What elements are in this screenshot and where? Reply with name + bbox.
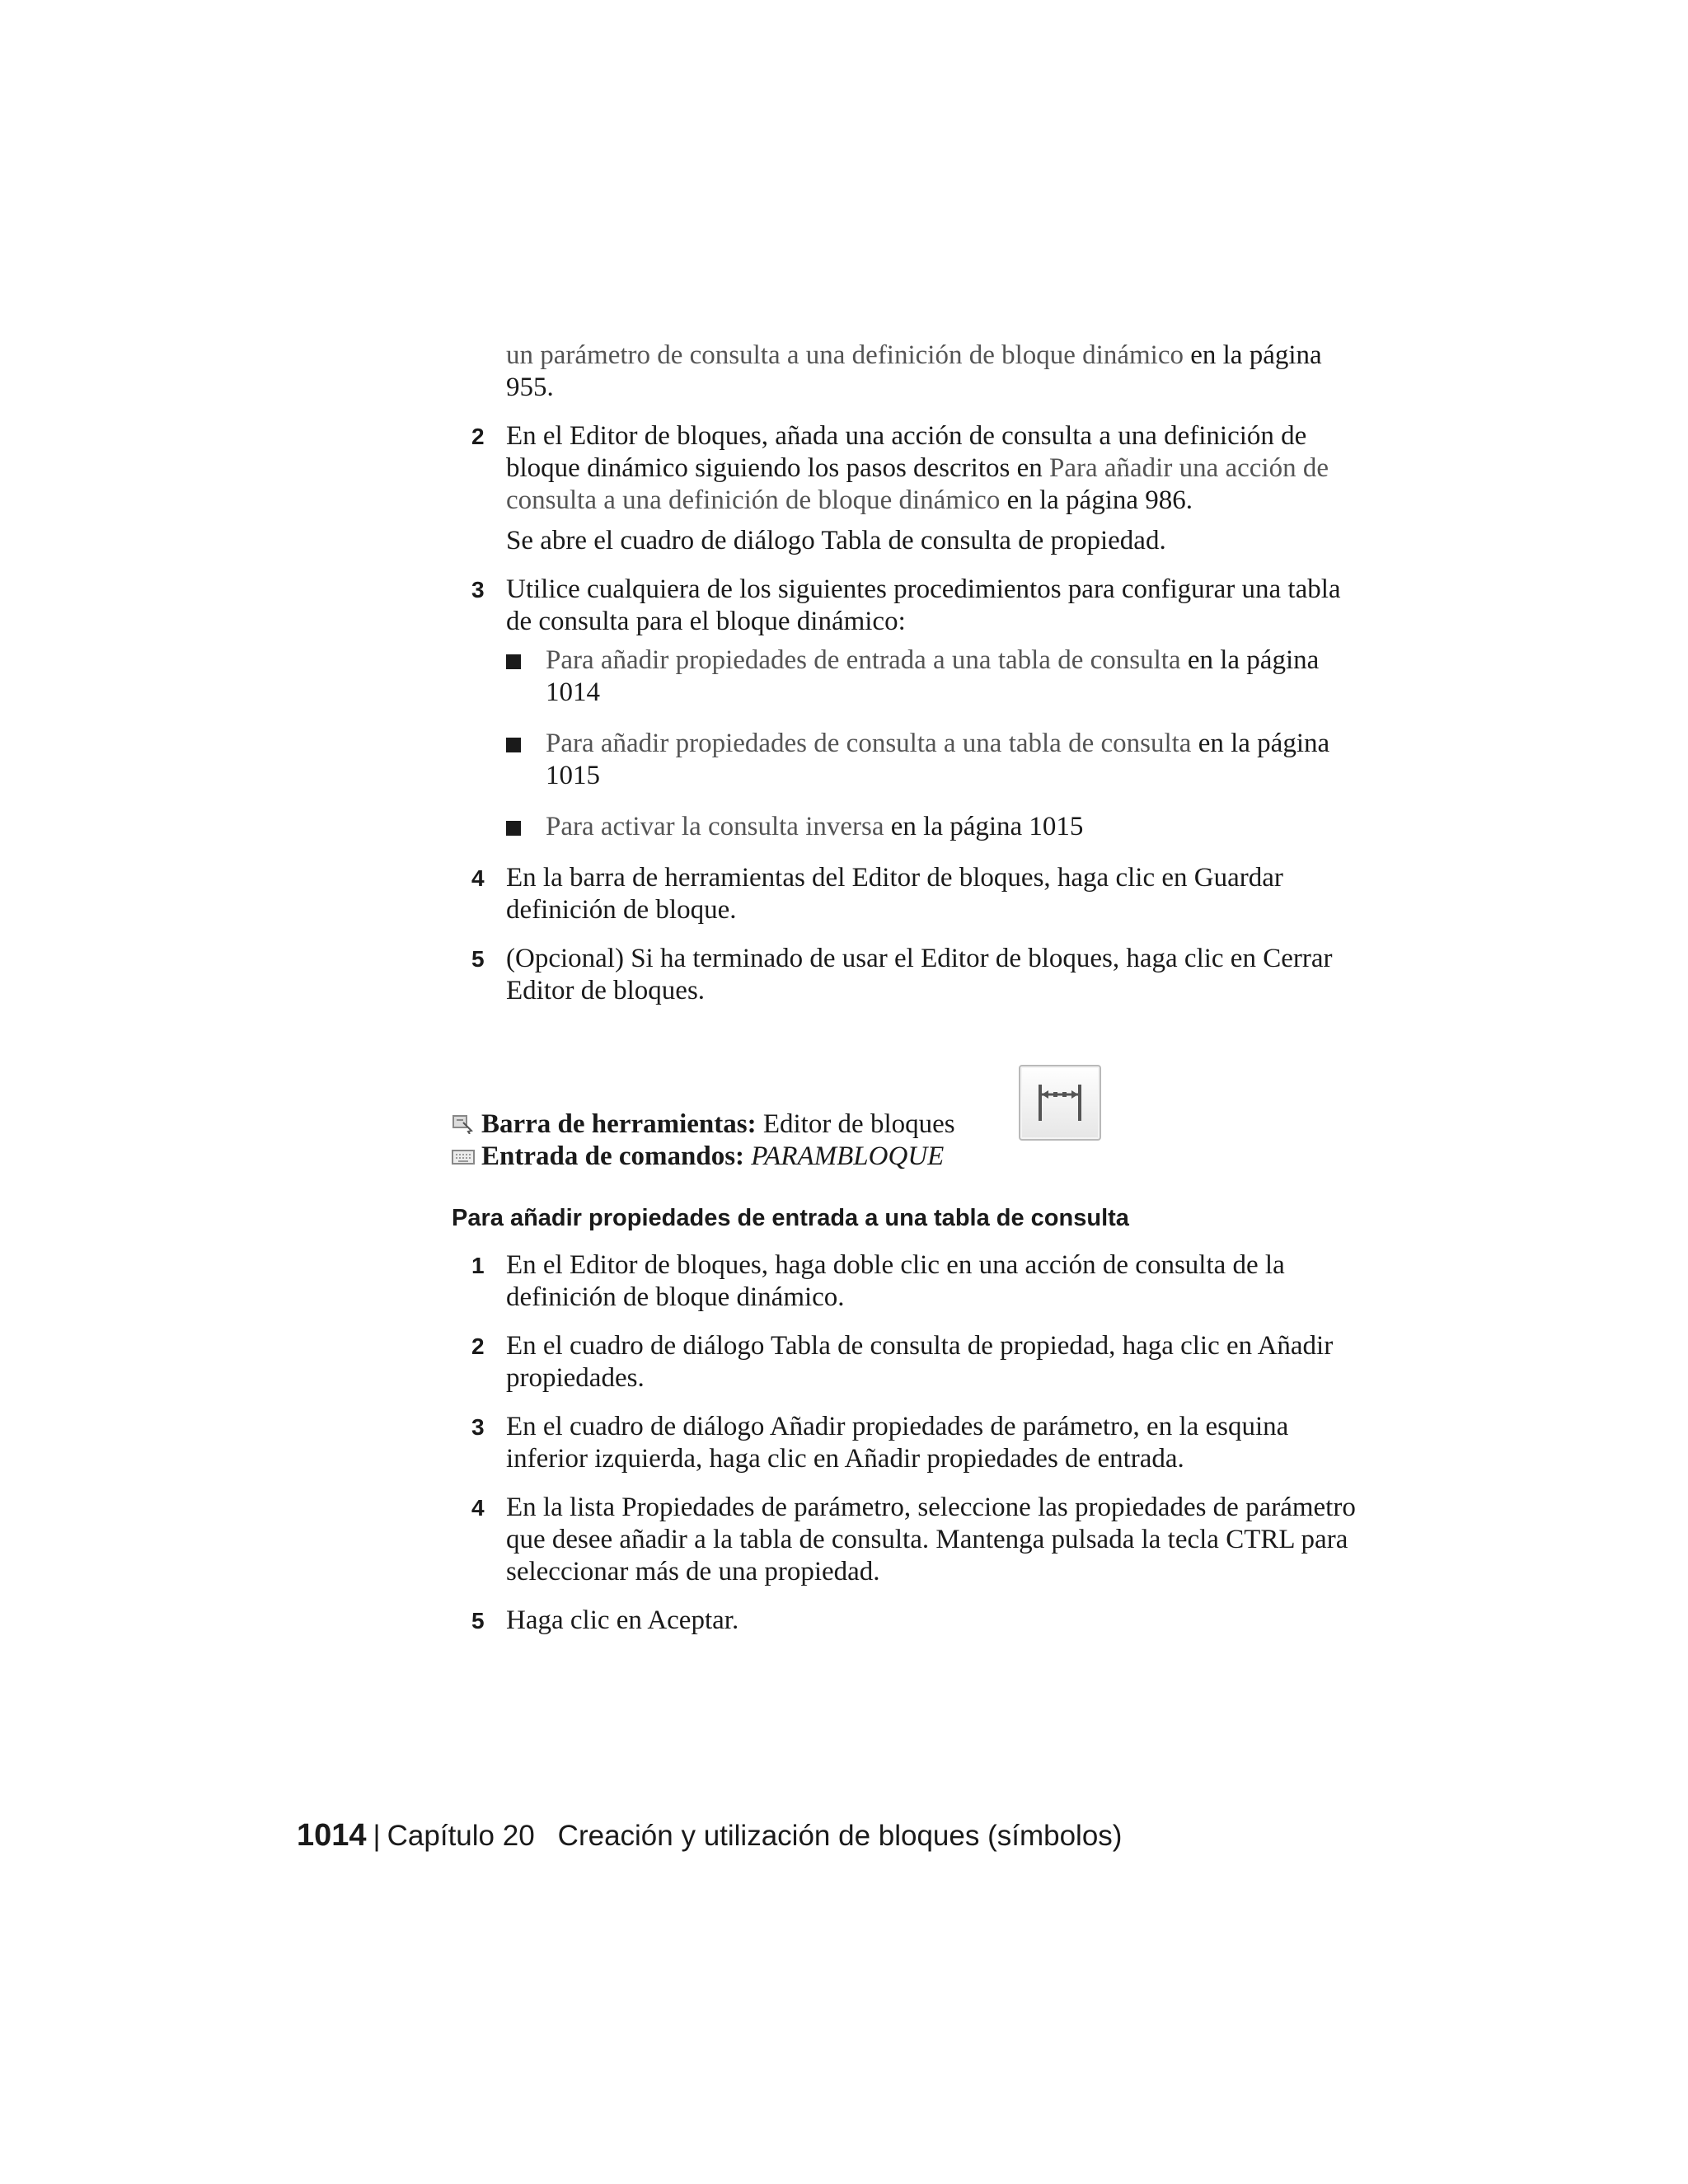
xref-link[interactable]: Para añadir una acción de consulta a una definición de bloque dinámico	[506, 453, 1329, 515]
step-text: (Opcional) Si ha terminado de usar el Editor de bloques, haga clic en Cerrar Editor de bloques.	[506, 944, 1333, 1005]
step-text: En la barra de herramientas del Editor de bloques, haga clic en Guardar definición de bloque.	[506, 863, 1283, 925]
page-content	[452, 340, 1358, 1637]
step-result: Se abre el cuadro de diálogo Tabla de consulta de propiedad.	[506, 526, 1166, 555]
step-number: 4	[471, 1495, 485, 1521]
bullet-item: Para añadir propiedades de entrada a una tabla de consulta en la página 1014	[506, 644, 1358, 709]
step-number: 3	[471, 577, 485, 602]
list-item	[452, 1492, 1358, 1588]
list-item	[452, 1411, 1358, 1475]
step-number: 1	[471, 1253, 485, 1278]
procedure-steps	[452, 1249, 1358, 1637]
bullet-square-icon	[506, 654, 521, 669]
command-label: Entrada de comandos:	[481, 1141, 745, 1171]
list-item	[452, 420, 1358, 557]
xref-link[interactable]: Para activar la consulta inversa	[546, 812, 884, 841]
parameter-icon	[1035, 1078, 1085, 1127]
toolbar-label: Barra de herramientas:	[481, 1109, 757, 1139]
bullet-item: Para añadir propiedades de consulta a una tabla de consulta en la página 1015	[506, 728, 1358, 792]
bullet-square-icon	[506, 821, 521, 836]
chapter-title: Creación y utilización de bloques (símbolos)	[557, 1820, 1123, 1852]
continuation-paragraph	[506, 340, 1358, 404]
command-reference	[452, 1065, 1358, 1172]
keyboard-icon	[452, 1148, 475, 1166]
toolbar-icon	[452, 1113, 475, 1134]
step-text: En el cuadro de diálogo Añadir propiedades de parámetro, en la esquina inferior izquierda, haga clic en Añadir propiedades de entrada.	[506, 1412, 1289, 1474]
list-item	[452, 943, 1358, 1007]
step-number: 3	[471, 1414, 485, 1440]
list-item	[452, 862, 1358, 926]
bullet-list	[506, 644, 1358, 843]
bullet-square-icon	[506, 738, 521, 752]
step-text: Utilice cualquiera de los siguientes procedimientos para configurar una tabla de consulta para el bloque dinámico:	[506, 574, 1341, 636]
page-number: 1014	[297, 1818, 367, 1853]
step-text: En el Editor de bloques, añada una acción de consulta a una definición de bloque dinámico siguiendo los pasos descritos en Para añadir una acción de consulta a una definición de bloque dinámico en la página 986.	[506, 421, 1329, 515]
step-text: En el Editor de bloques, haga doble clic en una acción de consulta de la definición de bloque dinámico.	[506, 1250, 1285, 1312]
step-number: 4	[471, 865, 485, 891]
step-number: 2	[471, 424, 485, 449]
toolbar-reference	[452, 1108, 955, 1141]
list-item	[452, 1249, 1358, 1314]
xref-link[interactable]: Para añadir propiedades de entrada a una tabla de consulta	[546, 645, 1181, 675]
step-number: 5	[471, 1608, 485, 1633]
chapter-label: Capítulo 20	[387, 1820, 535, 1852]
command-value: PARAMBLOQUE	[751, 1141, 945, 1171]
step-text: En el cuadro de diálogo Tabla de consulta de propiedad, haga clic en Añadir propiedades.	[506, 1331, 1334, 1393]
step-number: 2	[471, 1333, 485, 1359]
list-item	[452, 1330, 1358, 1394]
section-heading: Para añadir propiedades de entrada a una tabla de consulta	[452, 1205, 1129, 1231]
list-item	[452, 1605, 1358, 1637]
step-number: 5	[471, 946, 485, 972]
xref-link[interactable]: Para añadir propiedades de consulta a una tabla de consulta	[546, 729, 1192, 758]
page-footer	[297, 1817, 1122, 1854]
xref-link[interactable]: un parámetro de consulta a una definición de bloque dinámico	[506, 340, 1184, 370]
list-item	[452, 574, 1358, 843]
procedure-steps	[452, 420, 1358, 1007]
footer-separator: |	[373, 1820, 381, 1852]
step-text: En la lista Propiedades de parámetro, seleccione las propiedades de parámetro que desee añadir a la tabla de consulta. Mantenga pulsada la tecla CTRL para seleccionar más de una propiedad.	[506, 1493, 1356, 1586]
parameter-tool-button[interactable]	[1019, 1065, 1101, 1141]
xref-page-text: en la página 955.	[506, 340, 1322, 402]
step-text: Haga clic en Aceptar.	[506, 1605, 739, 1635]
command-entry-reference	[452, 1141, 944, 1173]
bullet-item: Para activar la consulta inversa en la página 1015	[506, 811, 1358, 843]
toolbar-value: Editor de bloques	[756, 1109, 955, 1139]
